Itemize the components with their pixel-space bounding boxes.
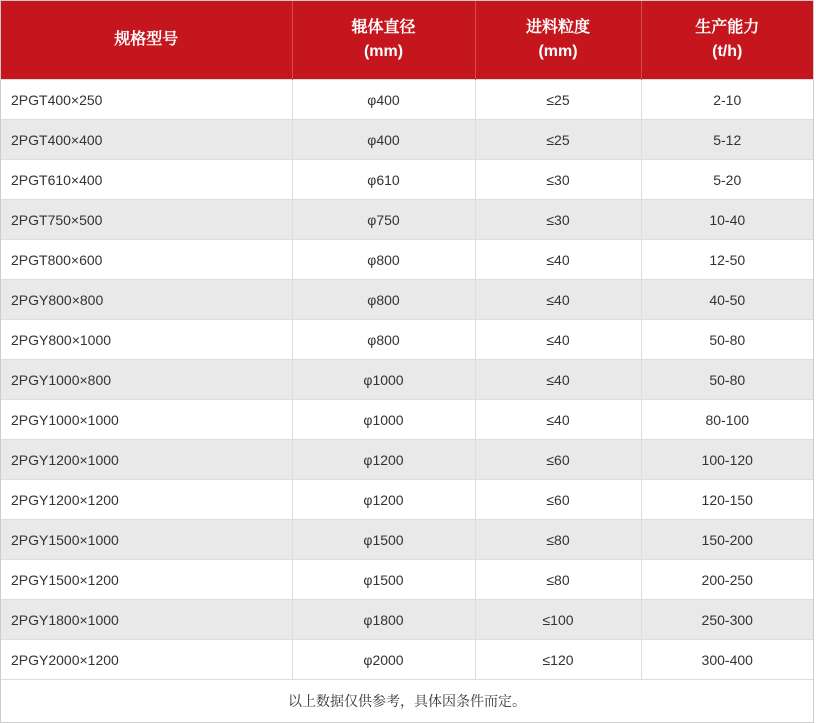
table-row	[1, 440, 813, 480]
cell-capacity: 5-20	[641, 160, 813, 200]
cell-feed: ≤25	[475, 120, 641, 160]
cell-model: 2PGT400×250	[1, 80, 292, 120]
column-header-roller-diameter-line2: (mm)	[363, 43, 404, 60]
column-header-capacity	[641, 1, 813, 80]
cell-feed: ≤120	[475, 640, 641, 680]
table-row	[1, 400, 813, 440]
cell-capacity: 12-50	[641, 240, 813, 280]
column-header-roller-diameter	[292, 1, 475, 80]
cell-diameter: φ400	[292, 80, 475, 120]
cell-feed: ≤60	[475, 480, 641, 520]
cell-model: 2PGY1200×1200	[1, 480, 292, 520]
cell-model: 2PGY1000×800	[1, 360, 292, 400]
table-row	[1, 240, 813, 280]
cell-capacity: 120-150	[641, 480, 813, 520]
cell-capacity: 50-80	[641, 320, 813, 360]
cell-capacity: 40-50	[641, 280, 813, 320]
cell-model: 2PGT750×500	[1, 200, 292, 240]
column-header-feed-size-line1: 进料粒度	[525, 19, 590, 36]
cell-feed: ≤80	[475, 560, 641, 600]
cell-feed: ≤40	[475, 240, 641, 280]
table-row	[1, 520, 813, 560]
cell-capacity: 150-200	[641, 520, 813, 560]
cell-diameter: φ1500	[292, 520, 475, 560]
cell-diameter: φ750	[292, 200, 475, 240]
specification-table	[1, 1, 813, 722]
cell-diameter: φ1000	[292, 400, 475, 440]
cell-model: 2PGY1500×1200	[1, 560, 292, 600]
column-header-capacity-line1: 生产能力	[695, 19, 760, 36]
cell-diameter: φ800	[292, 320, 475, 360]
cell-diameter: φ1200	[292, 440, 475, 480]
table-header	[1, 1, 813, 80]
table-footer	[1, 680, 813, 723]
cell-model: 2PGY1200×1000	[1, 440, 292, 480]
table-row	[1, 280, 813, 320]
cell-feed: ≤30	[475, 200, 641, 240]
column-header-roller-diameter-line1: 辊体直径	[351, 19, 416, 36]
table-row	[1, 560, 813, 600]
cell-diameter: φ2000	[292, 640, 475, 680]
cell-model: 2PGY800×800	[1, 280, 292, 320]
cell-capacity: 5-12	[641, 120, 813, 160]
cell-model: 2PGY1500×1000	[1, 520, 292, 560]
cell-feed: ≤40	[475, 400, 641, 440]
cell-diameter: φ1000	[292, 360, 475, 400]
cell-model: 2PGY1000×1000	[1, 400, 292, 440]
table-row	[1, 200, 813, 240]
cell-diameter: φ800	[292, 280, 475, 320]
cell-capacity: 250-300	[641, 600, 813, 640]
column-header-capacity-line2: (t/h)	[712, 43, 743, 60]
cell-model: 2PGT400×400	[1, 120, 292, 160]
cell-diameter: φ1200	[292, 480, 475, 520]
cell-feed: ≤25	[475, 80, 641, 120]
cell-capacity: 100-120	[641, 440, 813, 480]
table-row	[1, 640, 813, 680]
table-row	[1, 80, 813, 120]
cell-capacity: 2-10	[641, 80, 813, 120]
table-row	[1, 120, 813, 160]
cell-feed: ≤40	[475, 320, 641, 360]
cell-feed: ≤40	[475, 280, 641, 320]
cell-model: 2PGT800×600	[1, 240, 292, 280]
cell-capacity: 10-40	[641, 200, 813, 240]
table-row	[1, 320, 813, 360]
table-footnote-row	[1, 680, 813, 723]
cell-feed: ≤80	[475, 520, 641, 560]
table-row	[1, 360, 813, 400]
table-row	[1, 160, 813, 200]
table-row	[1, 600, 813, 640]
column-header-model	[1, 1, 292, 80]
table-body	[1, 80, 813, 680]
cell-feed: ≤60	[475, 440, 641, 480]
cell-model: 2PGT610×400	[1, 160, 292, 200]
cell-diameter: φ1800	[292, 600, 475, 640]
cell-diameter: φ800	[292, 240, 475, 280]
cell-capacity: 200-250	[641, 560, 813, 600]
cell-feed: ≤40	[475, 360, 641, 400]
cell-capacity: 80-100	[641, 400, 813, 440]
cell-diameter: φ400	[292, 120, 475, 160]
cell-capacity: 300-400	[641, 640, 813, 680]
cell-model: 2PGY2000×1200	[1, 640, 292, 680]
cell-feed: ≤100	[475, 600, 641, 640]
cell-feed: ≤30	[475, 160, 641, 200]
column-header-model-line1: 规格型号	[114, 31, 179, 48]
cell-capacity: 50-80	[641, 360, 813, 400]
cell-model: 2PGY1800×1000	[1, 600, 292, 640]
cell-diameter: φ610	[292, 160, 475, 200]
cell-model: 2PGY800×1000	[1, 320, 292, 360]
column-header-feed-size	[475, 1, 641, 80]
column-header-feed-size-line2: (mm)	[538, 43, 578, 60]
table-row	[1, 480, 813, 520]
table-footnote: 以上数据仅供参考，具体因条件而定。	[1, 680, 813, 723]
cell-diameter: φ1500	[292, 560, 475, 600]
table-header-row	[1, 1, 813, 80]
